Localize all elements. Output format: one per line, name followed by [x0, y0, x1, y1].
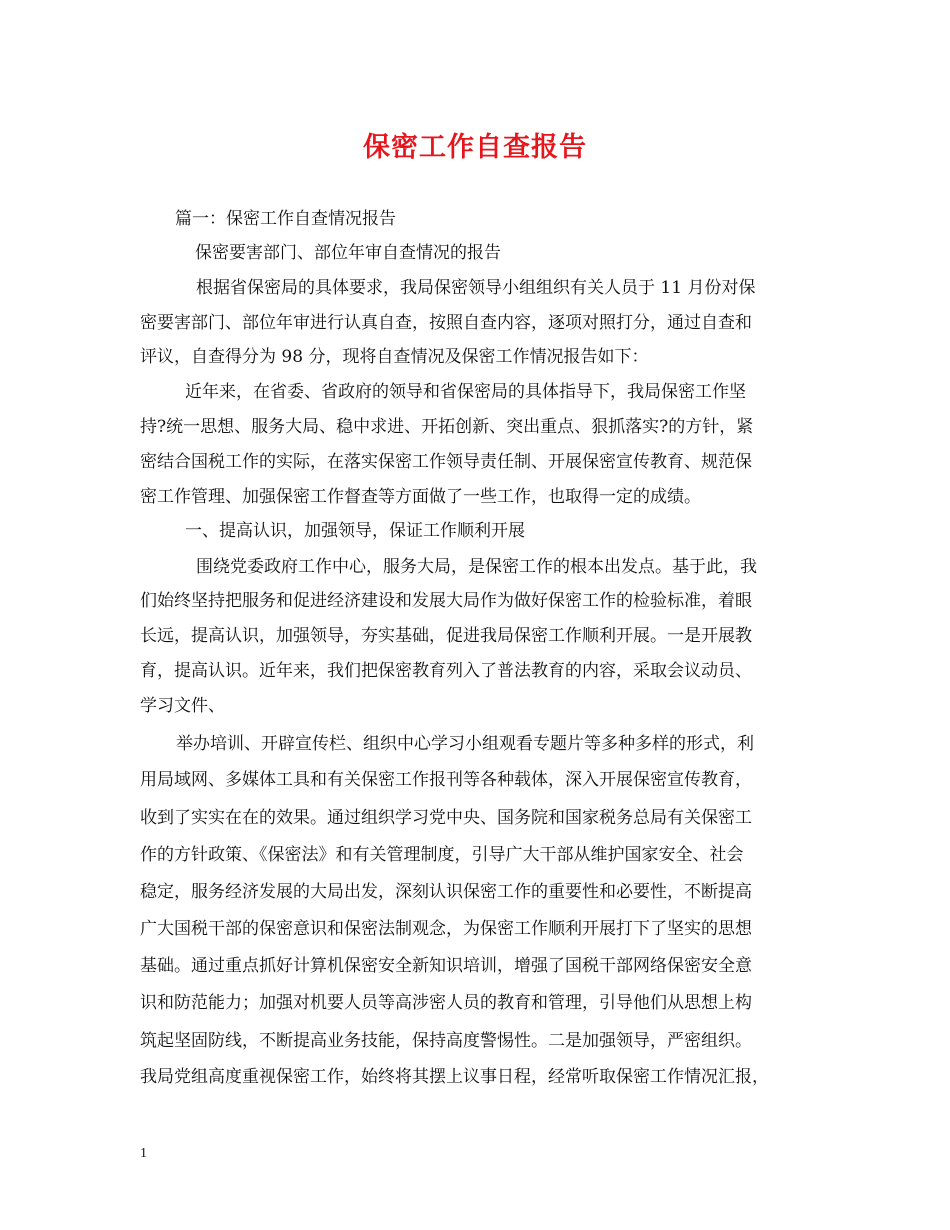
text-line: 识和防范能力；加强对机要人员等高涉密人员的教育和管理，引导他们从思想上构	[140, 993, 752, 1013]
text-line: 收到了实实在在的效果。通过组织学习党中央、国务院和国家税务总局有关保密工	[140, 808, 752, 828]
text-line: 围绕党委政府工作中心，服务大局，是保密工作的根本出发点。基于此，我	[196, 557, 757, 577]
text-line: 稳定，服务经济发展的大局出发，深刻认识保密工作的重要性和必要性，不断提高	[140, 882, 752, 902]
text-line: 持?统一思想、服务大局、稳中求进、开拓创新、突出重点、狠抓落实?的方针，紧	[140, 417, 754, 437]
text-line: 基础。通过重点抓好计算机保密安全新知识培训，增强了国税干部网络保密安全意	[140, 956, 752, 976]
text-line: 长远，提高认识，加强领导，夯实基础，促进我局保密工作顺利开展。一是开展教	[140, 626, 752, 646]
text-line: 们始终坚持把服务和促进经济建设和发展大局作为做好保密工作的检验标准，着眼	[140, 591, 752, 611]
page-number: 1	[140, 1146, 147, 1161]
text-line: 密结合国税工作的实际，在落实保密工作领导责任制、开展保密宣传教育、规范保	[140, 452, 752, 472]
text-line: 保密要害部门、部位年审自查情况的报告	[195, 243, 501, 263]
text-line: 学习文件、	[140, 696, 225, 716]
text-line: 密要害部门、部位年审进行认真自查，按照自查内容，逐项对照打分，通过自查和	[140, 313, 752, 333]
document-title: 保密工作自查报告	[363, 132, 587, 163]
text-line: 密工作管理、加强保密工作督查等方面做了一些工作，也取得一定的成绩。	[140, 487, 701, 507]
text-line: 育，提高认识。近年来，我们把保密教育列入了普法教育的内容，采取会议动员、	[140, 661, 752, 681]
text-line: 作的方针政策、《保密法》和有关管理制度，引导广大干部从维护国家安全、社会	[140, 845, 744, 865]
text-line: 筑起坚固防线，不断提高业务技能，保持高度警惕性。二是加强领导，严密组织。	[140, 1031, 752, 1051]
text-line: 举办培训、开辟宣传栏、组织中心学习小组观看专题片等多种多样的形式，利	[176, 734, 754, 754]
text-line: 用局域网、多媒体工具和有关保密工作报刊等各种载体，深入开展保密宣传教育，	[140, 770, 752, 790]
text-line: 篇一：保密工作自查情况报告	[175, 209, 396, 229]
text-line: 评议，自查得分为 98 分，现将自查情况及保密工作情况报告如下：	[140, 347, 649, 367]
section-heading: 一、提高认识，加强领导，保证工作顺利开展	[185, 521, 525, 541]
text-line: 根据省保密局的具体要求，我局保密领导小组组织有关人员于 11 月份对保	[196, 278, 756, 298]
text-line: 我局党组高度重视保密工作，始终将其摆上议事日程，经常听取保密工作情况汇报，	[140, 1067, 769, 1087]
text-line: 广大国税干部的保密意识和保密法制观念，为保密工作顺利开展打下了坚实的思想	[140, 919, 752, 939]
text-line: 近年来，在省委、省政府的领导和省保密局的具体指导下，我局保密工作坚	[185, 382, 746, 402]
